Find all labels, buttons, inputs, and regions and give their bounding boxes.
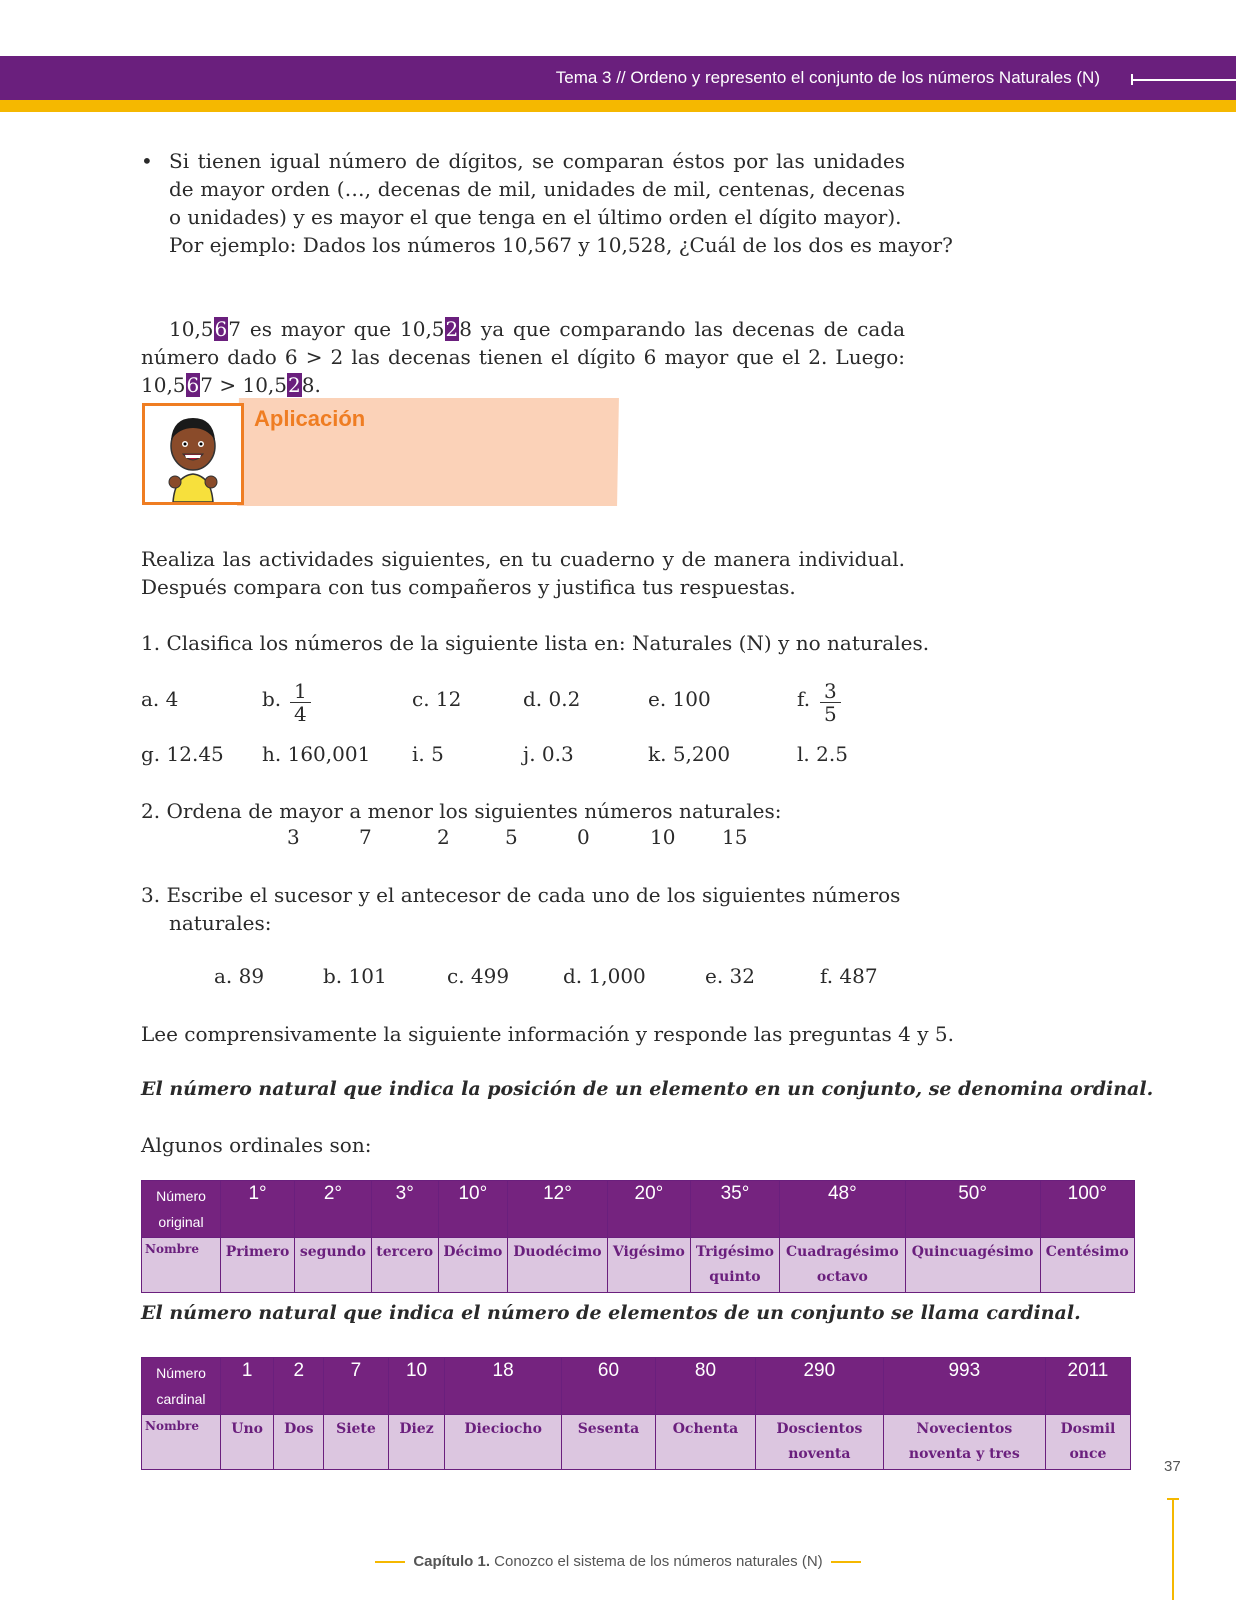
- q1-fraction-f: $\frac{3}{5}$: [820, 680, 841, 725]
- ordinal-name: Centésimo: [1040, 1238, 1134, 1293]
- question-1: 1. Clasifica los números de la siguiente lista en: Naturales (N) y no naturales.: [141, 631, 930, 655]
- ordinal-names-row: [142, 1238, 1135, 1293]
- q1-item-k: k. 5,200: [648, 742, 731, 766]
- q1-item-c: c. 12: [412, 687, 462, 711]
- q3-item: f. 487: [820, 964, 878, 988]
- cardinal-name: Dosmil once: [1045, 1415, 1130, 1470]
- cardinal-definition: El número natural que indica el número de elementos de un conjunto se llama cardinal.: [141, 1302, 1081, 1324]
- cardinal-row-label: Número cardinal: [142, 1358, 221, 1415]
- cardinal-value: 7: [324, 1358, 388, 1415]
- footer-chapter-title: Conozco el sistema de los números naturales (N): [490, 1553, 823, 1570]
- ordinal-name: tercero: [371, 1238, 438, 1293]
- header-accent-stripe: [0, 100, 1236, 112]
- q1-item-f-label: f.: [797, 687, 811, 711]
- header-line: [1132, 79, 1236, 81]
- cardinal-value: 10: [388, 1358, 445, 1415]
- ordinals-intro: Algunos ordinales son:: [141, 1133, 372, 1157]
- ordinal-definition: El número natural que indica la posición de un elemento en un conjunto, se denomina ordinal.: [141, 1078, 1154, 1100]
- q1-item-g: g. 12.45: [141, 742, 224, 766]
- ordinal-value: 20°: [607, 1181, 690, 1238]
- intro-example-question: Por ejemplo: Dados los números 10,567 y 10,528, ¿Cuál de los dos es mayor?: [169, 233, 953, 257]
- highlight-digit: 6: [186, 373, 200, 397]
- q2-number: 15: [722, 825, 748, 849]
- q3-item: a. 89: [214, 964, 265, 988]
- q2-number: 5: [505, 825, 518, 849]
- ordinal-name-label: Nombre: [142, 1238, 221, 1293]
- footer-line-right: [831, 1561, 861, 1563]
- ordinal-value: 12°: [507, 1181, 607, 1238]
- cardinal-name-label: Nombre: [142, 1415, 221, 1470]
- reading-instruction: Lee comprensivamente la siguiente información y responde las preguntas 4 y 5.: [141, 1022, 954, 1046]
- q1-item-l: l. 2.5: [797, 742, 848, 766]
- q2-number: 3: [287, 825, 300, 849]
- ordinal-values-row: [142, 1181, 1135, 1238]
- q1-item-b-label: b.: [262, 687, 282, 711]
- q3-item: c. 499: [447, 964, 510, 988]
- question-2: 2. Ordena de mayor a menor los siguientes números naturales:: [141, 799, 782, 823]
- highlight-digit: 2: [445, 317, 459, 341]
- cardinal-name: Doscientos noventa: [755, 1415, 883, 1470]
- cardinal-value: 993: [883, 1358, 1045, 1415]
- intro-paragraph: Si tienen igual número de dígitos, se comparan éstos por las unidades de mayor orden (…, decenas de mil, unidades de mil, centenas, decenas o unidades) y es mayor el que tenga en el último orden el dígito mayor).: [169, 149, 905, 229]
- ordinal-name: Primero: [221, 1238, 295, 1293]
- ordinal-name: Décimo: [438, 1238, 507, 1293]
- cardinal-name: Ochenta: [656, 1415, 756, 1470]
- ordinal-row-label: Número original: [142, 1181, 221, 1238]
- q2-number: 10: [650, 825, 676, 849]
- highlight-digit: 6: [214, 317, 228, 341]
- cardinal-name: Sesenta: [561, 1415, 655, 1470]
- cardinal-value: 2: [274, 1358, 324, 1415]
- student-illustration-frame: [142, 403, 244, 505]
- cardinal-value: 60: [561, 1358, 655, 1415]
- q3-item: d. 1,000: [563, 964, 646, 988]
- bullet-mark: •: [141, 149, 153, 173]
- question-3-cont: naturales:: [169, 911, 272, 935]
- ordinal-value: 1°: [221, 1181, 295, 1238]
- cardinal-value: 18: [445, 1358, 561, 1415]
- ordinal-value: 48°: [780, 1181, 906, 1238]
- ordinal-name: Cuadragésimo octavo: [780, 1238, 906, 1293]
- cardinal-value: 80: [656, 1358, 756, 1415]
- ordinal-table: [141, 1180, 1135, 1293]
- q2-number: 2: [437, 825, 450, 849]
- cardinal-value: 290: [755, 1358, 883, 1415]
- example-explanation: 10,567 es mayor que 10,528 ya que comparando las decenas de cada número dado 6 > 2 las decenas tienen el dígito 6 mayor que el 2. Luego: 10,567 > 10,528.: [141, 317, 905, 397]
- ordinal-name: Quincuagésimo: [905, 1238, 1040, 1293]
- cardinal-table: [141, 1357, 1131, 1470]
- activity-instructions: Realiza las actividades siguientes, en tu cuaderno y de manera individual. Después compara con tus compañeros y justifica tus respuestas.: [141, 547, 905, 599]
- ordinal-name: Vigésimo: [607, 1238, 690, 1293]
- student-illustration: [145, 406, 241, 502]
- page-number: 37: [1164, 1458, 1181, 1475]
- q1-item-j: j. 0.3: [523, 742, 574, 766]
- ordinal-value: 35°: [690, 1181, 779, 1238]
- highlight-digit: 2: [288, 373, 301, 397]
- ordinal-name: Trigésimo quinto: [690, 1238, 779, 1293]
- cardinal-value: 1: [221, 1358, 274, 1415]
- topic-title: Tema 3 // Ordeno y represento el conjunto de los números Naturales (N): [555, 68, 1100, 87]
- footer-line-left: [375, 1561, 405, 1563]
- cardinal-values-row: [142, 1358, 1131, 1415]
- q3-item: e. 32: [705, 964, 755, 988]
- cardinal-name: Diez: [388, 1415, 445, 1470]
- chapter-footer: [0, 1553, 1236, 1570]
- ordinal-value: 100°: [1040, 1181, 1134, 1238]
- q1-item-e: e. 100: [648, 687, 711, 711]
- ordinal-value: 50°: [905, 1181, 1040, 1238]
- ordinal-name: Duodécimo: [507, 1238, 607, 1293]
- cardinal-names-row: [142, 1415, 1131, 1470]
- q2-number: 0: [577, 825, 590, 849]
- ordinal-value: 2°: [295, 1181, 372, 1238]
- side-line: [1172, 1498, 1174, 1600]
- cardinal-name: Siete: [324, 1415, 388, 1470]
- footer-chapter-label: Capítulo 1.: [413, 1553, 490, 1570]
- cardinal-value: 2011: [1045, 1358, 1130, 1415]
- q1-item-h: h. 160,001: [262, 742, 371, 766]
- q1-item-d: d. 0.2: [523, 687, 581, 711]
- cardinal-name: Dieciocho: [445, 1415, 561, 1470]
- cardinal-name: Novecientos noventa y tres: [883, 1415, 1045, 1470]
- ordinal-value: 3°: [371, 1181, 438, 1238]
- q1-item-i: i. 5: [412, 742, 444, 766]
- question-3: 3. Escribe el sucesor y el antecesor de cada uno de los siguientes números: [141, 883, 901, 907]
- q1-fraction-b: $\frac{1}{4}$: [290, 680, 311, 725]
- cardinal-name: Uno: [221, 1415, 274, 1470]
- q1-item-a: a. 4: [141, 687, 179, 711]
- cardinal-name: Dos: [274, 1415, 324, 1470]
- q2-number: 7: [359, 825, 372, 849]
- ordinal-value: 10°: [438, 1181, 507, 1238]
- aplicacion-title: Aplicación: [254, 406, 366, 431]
- q3-item: b. 101: [323, 964, 387, 988]
- ordinal-name: segundo: [295, 1238, 372, 1293]
